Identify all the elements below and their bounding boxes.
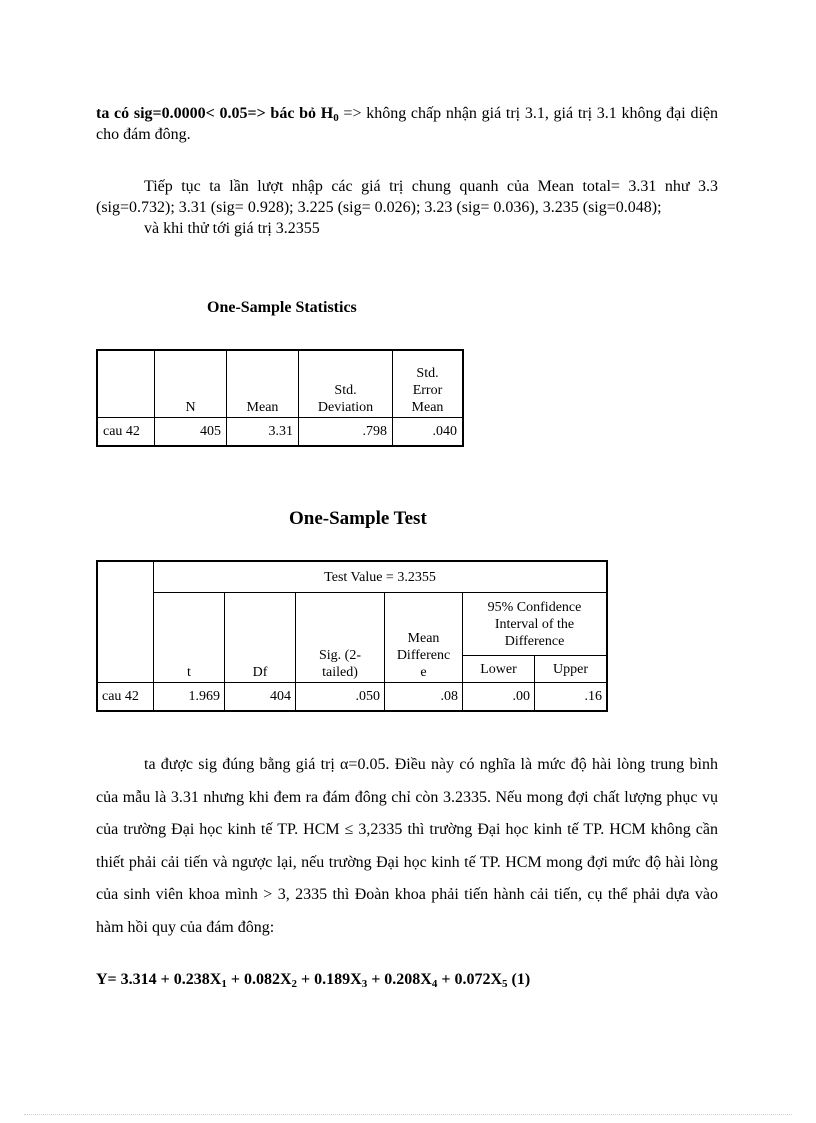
conclusion-bold-text: ta có sig=0.0000< 0.05=> bác bỏ H [96,105,334,122]
test-corner-cell [97,561,154,683]
stats-value-mean: 3.31 [227,418,299,447]
one-sample-test-table [96,560,608,712]
header-ci-line3: Difference [504,633,565,649]
test-data-row [97,683,607,712]
stats-value-sd: .798 [299,418,393,447]
header-ci-line1: 95% Confidence [487,599,582,615]
eq-part: + 0.072X [437,971,503,988]
header-se-line3: Mean [411,400,444,415]
test-header-df [225,593,296,683]
header-ci-line2: Interval of the [494,616,575,632]
eq-part: + 0.082X [226,971,292,988]
interpretation-text: ta được sig đúng bằng giá trị α=0.05. Điều này có nghĩa là mức độ hài lòng trung bình của mẫu là 3.31 nhưng khi đem ra đám đông chỉ còn 3.2335. Nếu mong đợi chất lượng phục vụ của trường Đại học kinh tế TP. HCM ≤ 3,2335 thì trường Đại học kinh tế TP. HCM không cần thiết phải cải tiến và ngược lại, nếu trường Đại học kinh tế TP. HCM mong đợi mức độ hài lòng của sinh viên khoa mình > 3, 2335 thì Đoàn khoa phải tiến hành cải tiến, cụ thể phải dựa vào hàm hồi quy của đám đông: [96,756,718,936]
test-header-row [97,593,607,656]
stats-header-std-dev [299,350,393,418]
test-value-sig: .050 [296,683,385,712]
test-row-label: cau 42 [97,683,154,712]
trials-last-line: và khi thử tới giá trị 3.2355 [144,220,320,237]
stats-header-std-err [393,350,464,418]
test-header-lower: Lower [463,656,535,683]
header-se-line2: Error [412,383,443,398]
header-n-text: N [185,400,196,415]
header-md-line1: Mean [407,631,440,646]
eq-sub: 3 [361,978,368,990]
conclusion-bold [96,105,339,122]
test-header-ci [463,593,608,656]
one-sample-statistics-table [96,349,464,447]
eq-sub: 5 [502,978,508,990]
conclusion-rest: => không chấp nhận giá trị 3.1, giá trị 3.1 không đại diện cho đám đông. [96,105,718,143]
stats-corner-cell [97,350,155,418]
stats-data-row [97,418,463,447]
eq-part: + 0.208X [367,971,432,988]
h0-subscript: 0 [333,112,339,124]
eq-sub: 2 [291,978,298,990]
stats-table-title: One-Sample Statistics [207,299,357,316]
header-t-text: t [187,665,191,680]
header-se-line1: Std. [416,366,439,381]
trials-text: Tiếp tục ta lần lượt nhập các giá trị chung quanh của Mean total= 3.31 như 3.3 (sig=0.732); 3.31 (sig= 0.928); 3.225 (sig= 0.026); 3.23 (sig= 0.036), 3.235 (sig=0.048); [96,178,718,216]
stats-header-n [155,350,227,418]
header-md-line3: e [420,665,427,680]
test-value-lower: .00 [463,683,535,712]
eq-part: (1) [507,971,531,988]
test-header-t [154,593,225,683]
eq-part: Y= 3.314 + 0.238X [96,971,222,988]
test-table-title: One-Sample Test [289,508,427,529]
stats-row-label: cau 42 [97,418,155,447]
header-sig-line2: tailed) [322,665,358,680]
test-value-t: 1.969 [154,683,225,712]
test-header-mean-diff [385,593,463,683]
page-bottom-border [24,1114,792,1115]
eq-part: + 0.189X [297,971,362,988]
eq-sub: 4 [431,978,438,990]
test-value-row [97,561,607,593]
header-sig-line1: Sig. (2- [319,648,361,663]
paragraph-trials [96,176,718,239]
regression-equation [96,971,530,989]
stats-header-row [97,350,463,418]
header-sd-line1: Std. [334,383,357,398]
paragraph-interpretation [96,749,718,944]
eq-sub: 1 [221,978,227,990]
paragraph-conclusion [96,103,718,145]
stats-header-mean [227,350,299,418]
test-value-df: 404 [225,683,296,712]
header-df-text: Df [252,665,268,680]
header-md-line2: Differenc [396,648,451,663]
test-value-mean-diff: .08 [385,683,463,712]
test-header-upper: Upper [535,656,608,683]
test-header-sig [296,593,385,683]
stats-value-n: 405 [155,418,227,447]
header-mean-text: Mean [246,400,279,415]
test-value-header: Test Value = 3.2355 [154,561,608,593]
stats-value-se: .040 [393,418,464,447]
test-value-upper: .16 [535,683,608,712]
header-sd-line2: Deviation [317,400,374,415]
